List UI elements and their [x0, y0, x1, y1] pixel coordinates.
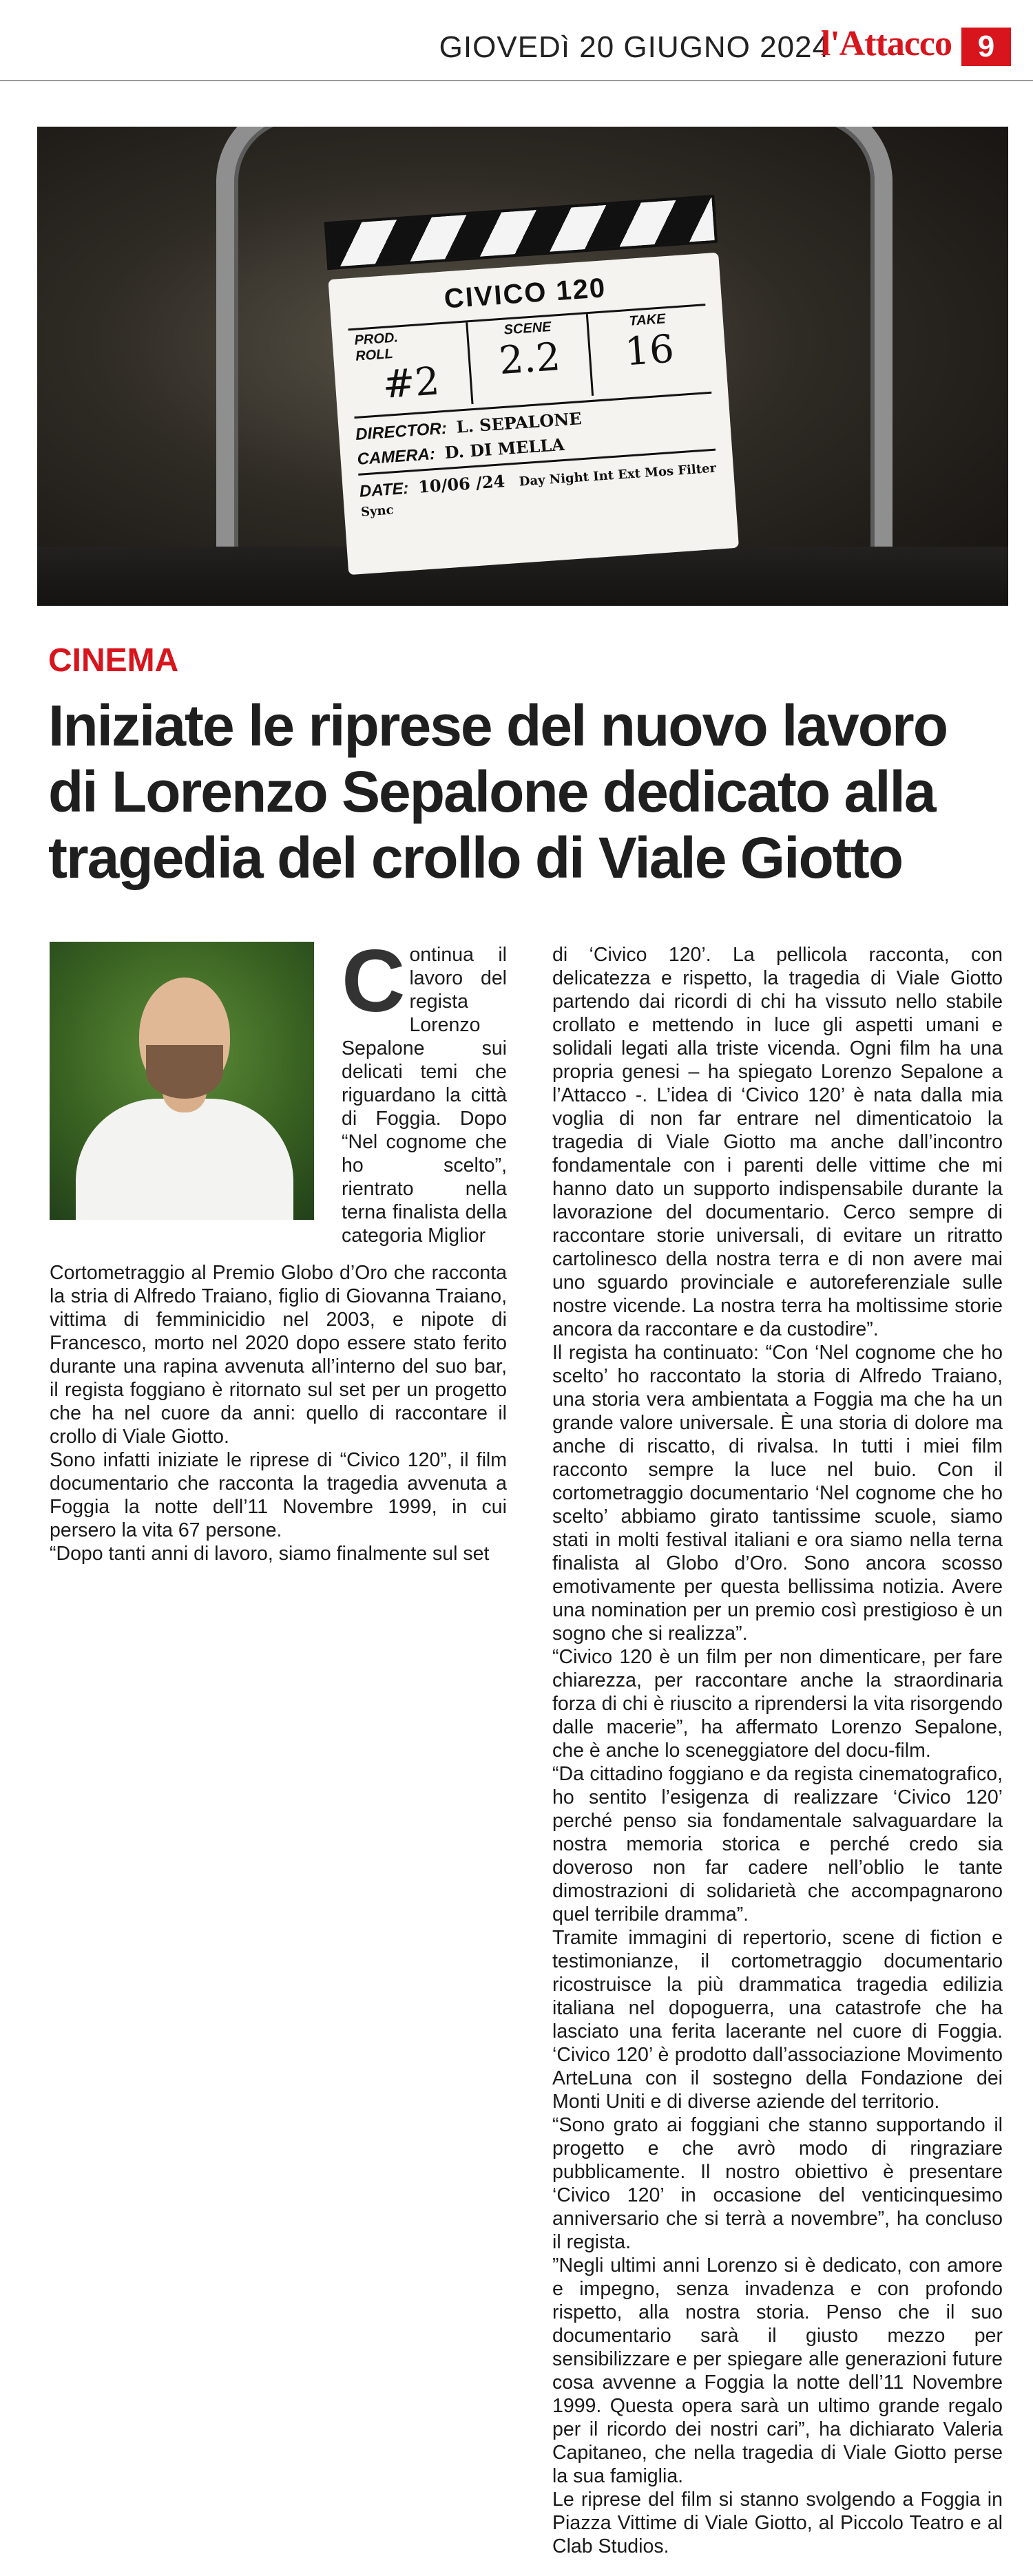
right-paragraph-6: “Sono grato ai foggiani che stanno supportando il progetto e che avrò modo di ringraziare pubblicamente. Il nostro obiettivo è presentare ‘Civico 120’ in occasione del venticinquesimo anniversario che si terrà a novembre”, ha concluso il regista.: [552, 2114, 1003, 2253]
page-header: [0, 0, 1033, 81]
right-paragraph-4: “Da cittadino foggiano e da regista cinematografico, ho sentito l’esigenza di realizzare ‘Civico 120’ perché penso sia fondamentale salvaguardare la nostra memoria storica e perché credo sia doveroso non far cadere nell’oblio le tante dimostrazioni di solidarietà che accompagnarono quel terribile dramma”.: [552, 1763, 1003, 1925]
right-paragraph-7: ”Negli ultimi anni Lorenzo si è dedicato, con amore e impegno, senza invadenza e con profondo rispetto, alla nostra storia. Penso che il suo documentario sarà il giusto mezzo per sensibilizzare e per spiegare alle generazioni future cosa avvenne a Foggia la notte dell’11 Novembre 1999. Questa opera sarà un ultimo grande regalo per il ricordo dei nostri cari”, ha dichiarato Valeria Capitaneo, che nella tragedia di Viale Giotto perse la sua famiglia.: [552, 2255, 1003, 2487]
left-column: [50, 1261, 507, 1565]
clapper-slate: [328, 253, 739, 576]
hero-photo: [37, 127, 1008, 606]
right-paragraph-3: “Civico 120 è un film per non dimenticare, per fare chiarezza, per raccontare anche la straordinaria forza di chi è riuscito a riprendersi la vita risorgendo dalle macerie”, ha affermato Lorenzo Sepalone, che è anche lo sceneggiatore del docu-film.: [552, 1646, 1003, 1762]
left-paragraph-2: Sono infatti iniziate le riprese di “Civico 120”, il film documentario che racconta la tragedia avvenuta a Foggia la notte dell’11 Novembre 1999, in cui persero la vita 67 persone.: [50, 1449, 507, 1541]
issue-date: GIOVEDì 20 GIUGNO 2024: [439, 30, 830, 64]
page-number-badge: 9: [961, 28, 1011, 66]
article-intro: [342, 932, 507, 1247]
slate-roll-label: ROLL: [355, 346, 394, 364]
section-label: CINEMA: [48, 642, 179, 679]
intro-text: ontinua il lavoro del regista Lorenzo Sepalone sui delicati temi che riguardano la città di Foggia. Dopo “Nel cognome che ho scelto”, rientrato nella terna finalista della categoria Miglior: [342, 944, 507, 1247]
slate-roll: [348, 322, 472, 412]
right-column: [552, 943, 1003, 2558]
slate-take: [585, 306, 711, 396]
slate-roll-value: #2: [381, 359, 441, 408]
left-paragraph-1: Cortometraggio al Premio Globo d’Oro che racconta la stria di Alfredo Traiano, figlio di Giovanna Traiano, vittima di femminicidio nel 2003, e nipote di Francesco, morto nel 2020 dopo essere stato ferito durante una rapina avvenuta all’interno del suo bar, il regista foggiano è ritornato sul set per un progetto che ha nel cuore da anni: quello di raccontare il crollo di Viale Giotto.: [50, 1262, 507, 1448]
slate-date-label: DATE:: [359, 478, 410, 501]
slate-director-value: L. SEPALONE: [455, 408, 583, 437]
slate-scene-value: 2.2: [497, 335, 562, 384]
right-paragraph-5: Tramite immagini di repertorio, scene di fiction e testimonianze, il cortometraggio documentario ricostruisce la più drammatica tragedia edilizia italiana nel dopoguerra, una catastrofe che ha lasciato una ferita lacerante nel cuore di Foggia. ‘Civico 120’ è prodotto dall’associazione Movimento ArteLuna con il sostegno della Fondazione dei Monti Uniti e di diverse aziende del territorio.: [552, 1927, 1003, 2113]
slate-prod-label: PROD.: [353, 330, 399, 348]
author-portrait: [50, 942, 314, 1220]
portrait-beard: [146, 1045, 223, 1099]
portrait-shirt: [76, 1099, 293, 1220]
slate-date-value: 10/06 /24: [417, 471, 506, 497]
newspaper-logo: l'Attacco: [820, 24, 952, 63]
slate-title: CIVICO 120: [443, 273, 607, 315]
slate-take-value: 16: [623, 326, 676, 375]
drop-cap: C: [342, 932, 406, 1031]
header-divider: [0, 80, 1033, 81]
clapperboard: [324, 195, 740, 579]
slate-extra: Day Night Int Ext Mos Filter Sync: [360, 461, 717, 520]
slate-scene: [466, 314, 592, 404]
right-paragraph-1: di ‘Civico 120’. La pellicola racconta, con delicatezza e rispetto, la tragedia di Viale Giotto partendo dai ricordi di chi ha vissuto nello stabile crollato e mettendo in luce gli aspetti umani e solidali legati alla triste vicenda. Ogni film ha una propria genesi – ha spiegato Lorenzo Sepalone a l’Attacco -. L’idea di ‘Civico 120’ è nata dalla mia voglia di non far entrare nel dimenticatoio la tragedia di Viale Giotto ma anche dall’incontro fondamentale con i parenti delle vittime che mi hanno dato un supporto indispensabile durante la lavorazione del documentario. Cerco sempre di raccontare storie universali, di evitare un ritratto cartolinesco della nostra terra e di non avere mai uno sguardo provinciale e autoreferenziale sulle nostre vicende. La nostra terra ha moltissime storie ancora da raccontare e da custodire”.: [552, 944, 1003, 1340]
right-paragraph-2: Il regista ha continuato: “Con ‘Nel cognome che ho scelto’ ho raccontato la storia di Alfredo Traiano, una storia vera ambientata a Foggia ma che ha un grande valore universale. È una storia di dolore ma anche di riscatto, di rivalsa. In tutti i miei film racconto sempre la luce nel buio. Con il cortometraggio documentario ‘Nel cognome che ho scelto’ abbiamo girato tantissime scuole, siamo stati in molti festival italiani e ora siamo nella terna finalista al Globo d’Oro. Sono ancora scosso emotivamente per questa bellissima notizia. Avere una nomination per un premio così prestigioso è un sogno che si realizza”.: [552, 1342, 1003, 1645]
slate-camera-value: D. DI MELLA: [444, 434, 565, 463]
slate-director-label: DIRECTOR:: [355, 419, 448, 444]
left-paragraph-3: “Dopo tanti anni di lavoro, siamo finalmente sul set: [50, 1543, 490, 1565]
slate-take-label: TAKE: [628, 311, 667, 329]
article-headline: Iniziate le riprese del nuovo lavoro di Lorenzo Sepalone dedicato alla tragedia del crollo di Viale Giotto: [48, 693, 948, 890]
slate-camera-label: CAMERA:: [356, 445, 436, 469]
slate-scene-label: SCENE: [503, 319, 552, 338]
right-paragraph-8: Le riprese del film si stanno svolgendo a Foggia in Piazza Vittime di Viale Giotto, al Piccolo Teatro e al Clab Studios.: [552, 2489, 1003, 2557]
